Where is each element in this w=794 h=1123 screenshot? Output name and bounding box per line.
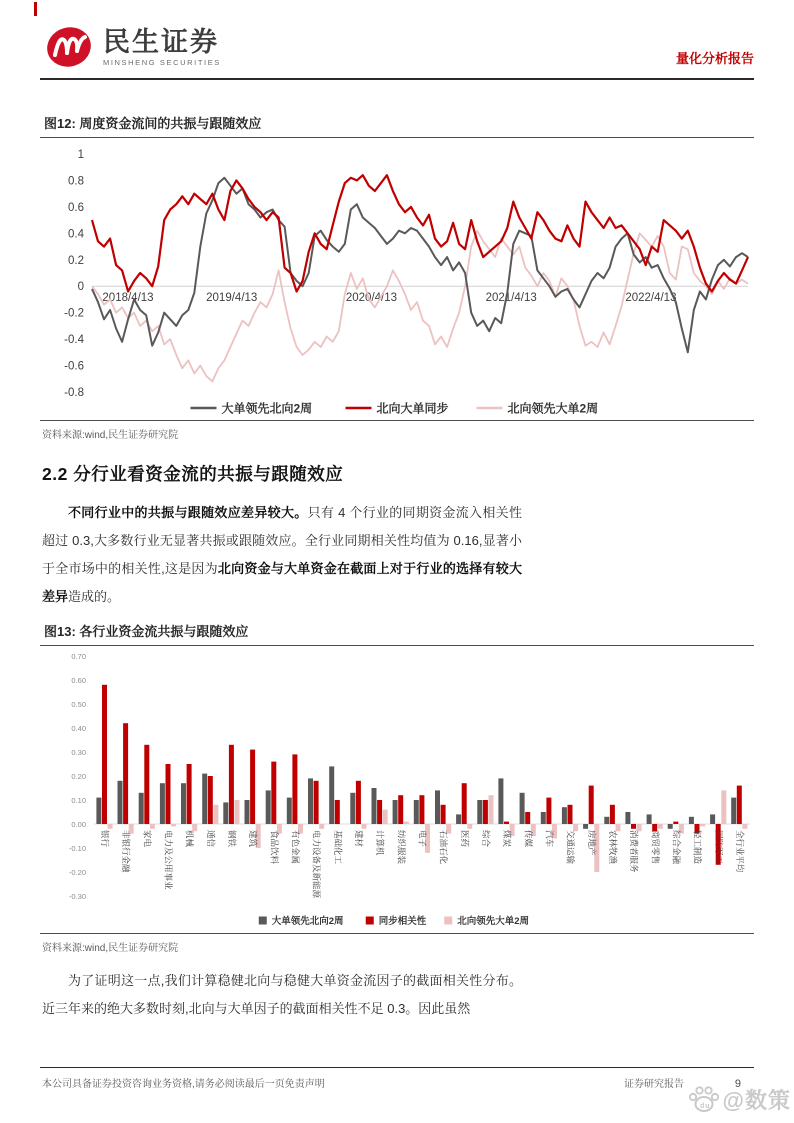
svg-text:电力及公用事业: 电力及公用事业 xyxy=(163,830,174,890)
section-heading: 2.2 分行业看资金流的共振与跟随效应 xyxy=(42,464,344,484)
svg-text:食品饮料: 食品饮料 xyxy=(269,830,280,865)
svg-text:房地产: 房地产 xyxy=(586,830,597,856)
svg-text:纺织服装: 纺织服装 xyxy=(396,830,407,865)
svg-text:-0.6: -0.6 xyxy=(64,360,84,373)
svg-text:北向领先大单2周: 北向领先大单2周 xyxy=(457,916,530,927)
figure12-block xyxy=(40,113,754,441)
svg-text:0.60: 0.60 xyxy=(71,676,86,685)
minsheng-logo-icon xyxy=(44,24,94,70)
svg-text:商贸零售: 商贸零售 xyxy=(650,830,661,865)
svg-text:非银行金融: 非银行金融 xyxy=(121,830,132,873)
watermark-text: @数策 xyxy=(722,1087,791,1113)
svg-text:煤炭: 煤炭 xyxy=(502,830,513,848)
industry-correlation-bar-chart xyxy=(40,648,754,933)
svg-text:0.6: 0.6 xyxy=(68,201,84,214)
svg-text:0.2: 0.2 xyxy=(68,254,84,267)
svg-text:建材: 建材 xyxy=(354,830,365,848)
svg-text:-0.10: -0.10 xyxy=(68,844,86,853)
svg-text:消费者服务: 消费者服务 xyxy=(629,830,640,873)
svg-text:全行业平均: 全行业平均 xyxy=(734,830,745,873)
minsheng-logo xyxy=(44,24,221,70)
footer-divider xyxy=(40,1067,754,1068)
svg-text:同步相关性: 同步相关性 xyxy=(378,916,427,927)
svg-text:2020/4/13: 2020/4/13 xyxy=(345,292,398,305)
svg-text:0.4: 0.4 xyxy=(68,228,84,241)
report-header xyxy=(0,0,794,80)
header-divider xyxy=(40,78,754,80)
svg-text:大单领先北向2周: 大单领先北向2周 xyxy=(221,401,313,416)
figure13-title: 图13: 各行业资金流共振与跟随效应 xyxy=(40,621,754,646)
svg-text:交通运输: 交通运输 xyxy=(565,830,576,865)
svg-text:0.10: 0.10 xyxy=(71,796,86,805)
svg-text:2019/4/13: 2019/4/13 xyxy=(206,292,258,305)
logo-subtitle: MINSHENG SECURITIES xyxy=(103,57,221,67)
svg-text:基础化工: 基础化工 xyxy=(332,830,343,865)
figure12-title: 图12: 周度资金流间的共振与跟随效应 xyxy=(40,113,754,138)
svg-text:医药: 医药 xyxy=(459,830,470,848)
svg-text:机械: 机械 xyxy=(184,830,195,848)
svg-text:钢铁: 钢铁 xyxy=(227,830,238,848)
svg-text:电力设备及新能源: 电力设备及新能源 xyxy=(311,830,322,899)
svg-text:-0.30: -0.30 xyxy=(68,892,86,901)
svg-text:有色金属: 有色金属 xyxy=(290,830,301,865)
paw-icon xyxy=(687,1083,721,1115)
svg-text:0.70: 0.70 xyxy=(71,652,86,661)
watermark xyxy=(687,1083,791,1115)
svg-text:石油石化: 石油石化 xyxy=(438,830,449,865)
svg-text:电子: 电子 xyxy=(417,830,428,848)
svg-text:银行: 银行 xyxy=(100,830,111,848)
svg-text:国防军工: 国防军工 xyxy=(713,830,724,865)
svg-text:建筑: 建筑 xyxy=(248,830,259,848)
svg-text:0.20: 0.20 xyxy=(71,772,86,781)
svg-text:轻工制造: 轻工制造 xyxy=(692,830,703,865)
svg-text:1: 1 xyxy=(77,149,84,161)
paragraph-2: 为了证明这一点,我们计算稳健北向与稳健大单资金流因子的截面相关性分布。近三年来的绝大多数时刻,北向与大单因子的截面相关性不足 0.3。因此虽然 xyxy=(42,973,522,1016)
svg-text:-0.4: -0.4 xyxy=(64,334,84,347)
report-type-label: 量化分析报告 xyxy=(675,51,754,66)
svg-text:北向领先大单2周: 北向领先大单2周 xyxy=(507,401,599,416)
figure12-source: 资料来源:wind,民生证券研究院 xyxy=(42,430,179,441)
page-number: 9 xyxy=(734,1078,741,1090)
svg-text:综合: 综合 xyxy=(480,830,491,848)
svg-text:-0.2: -0.2 xyxy=(64,307,84,320)
svg-text:计算机: 计算机 xyxy=(375,830,386,856)
svg-text:0.40: 0.40 xyxy=(71,724,86,733)
svg-text:通信: 通信 xyxy=(205,830,216,848)
footer-report-type: 证券研究报告 xyxy=(624,1079,684,1090)
svg-text:0.8: 0.8 xyxy=(68,175,84,188)
weekly-correlation-line-chart xyxy=(40,140,754,420)
svg-text:0: 0 xyxy=(77,281,84,294)
svg-text:农林牧渔: 农林牧渔 xyxy=(607,830,618,865)
paragraph-1: 不同行业中的共振与跟随效应差异较大。只有 4 个行业的同期资金流入相关性超过 0.3,大多数行业无显著共振或跟随效应。全行业同期相关性均值为 0.16,显著小于全市场中的相关性,这是因为北向资金与大单资金在截面上对于行业的选择有较大差异造成的。 xyxy=(42,505,522,604)
paragraph-1-bold-lead: 不同行业中的共振与跟随效应差异较大。 xyxy=(68,505,308,520)
svg-text:0.30: 0.30 xyxy=(71,748,86,757)
figure13-source: 资料来源:wind,民生证券研究院 xyxy=(42,943,179,954)
svg-text:du: du xyxy=(699,1103,711,1110)
svg-text:汽车: 汽车 xyxy=(544,830,555,848)
svg-text:北向大单同步: 北向大单同步 xyxy=(376,401,449,416)
logo-title: 民生证券 xyxy=(103,26,219,57)
paragraph-1-bold-mid: 北向资金与大单资金在截面上对于行业的选择有较大差异 xyxy=(42,561,522,604)
footer-disclaimer: 本公司具备证券投资咨询业务资格,请务必阅读最后一页免责声明 xyxy=(42,1079,325,1090)
svg-text:综合金融: 综合金融 xyxy=(671,830,682,865)
svg-text:0.00: 0.00 xyxy=(71,820,86,829)
svg-text:家电: 家电 xyxy=(142,830,153,848)
svg-text:大单领先北向2周: 大单领先北向2周 xyxy=(271,916,344,927)
svg-text:-0.20: -0.20 xyxy=(68,868,86,877)
figure13-block xyxy=(40,621,754,954)
svg-text:0.50: 0.50 xyxy=(71,700,86,709)
svg-text:-0.8: -0.8 xyxy=(64,387,84,399)
page-footer xyxy=(0,1067,794,1123)
svg-text:2022/4/13: 2022/4/13 xyxy=(625,292,677,305)
svg-text:2018/4/13: 2018/4/13 xyxy=(102,292,154,305)
svg-text:2021/4/13: 2021/4/13 xyxy=(485,292,537,305)
corner-mark xyxy=(34,2,37,16)
svg-text:传媒: 传媒 xyxy=(523,830,534,848)
